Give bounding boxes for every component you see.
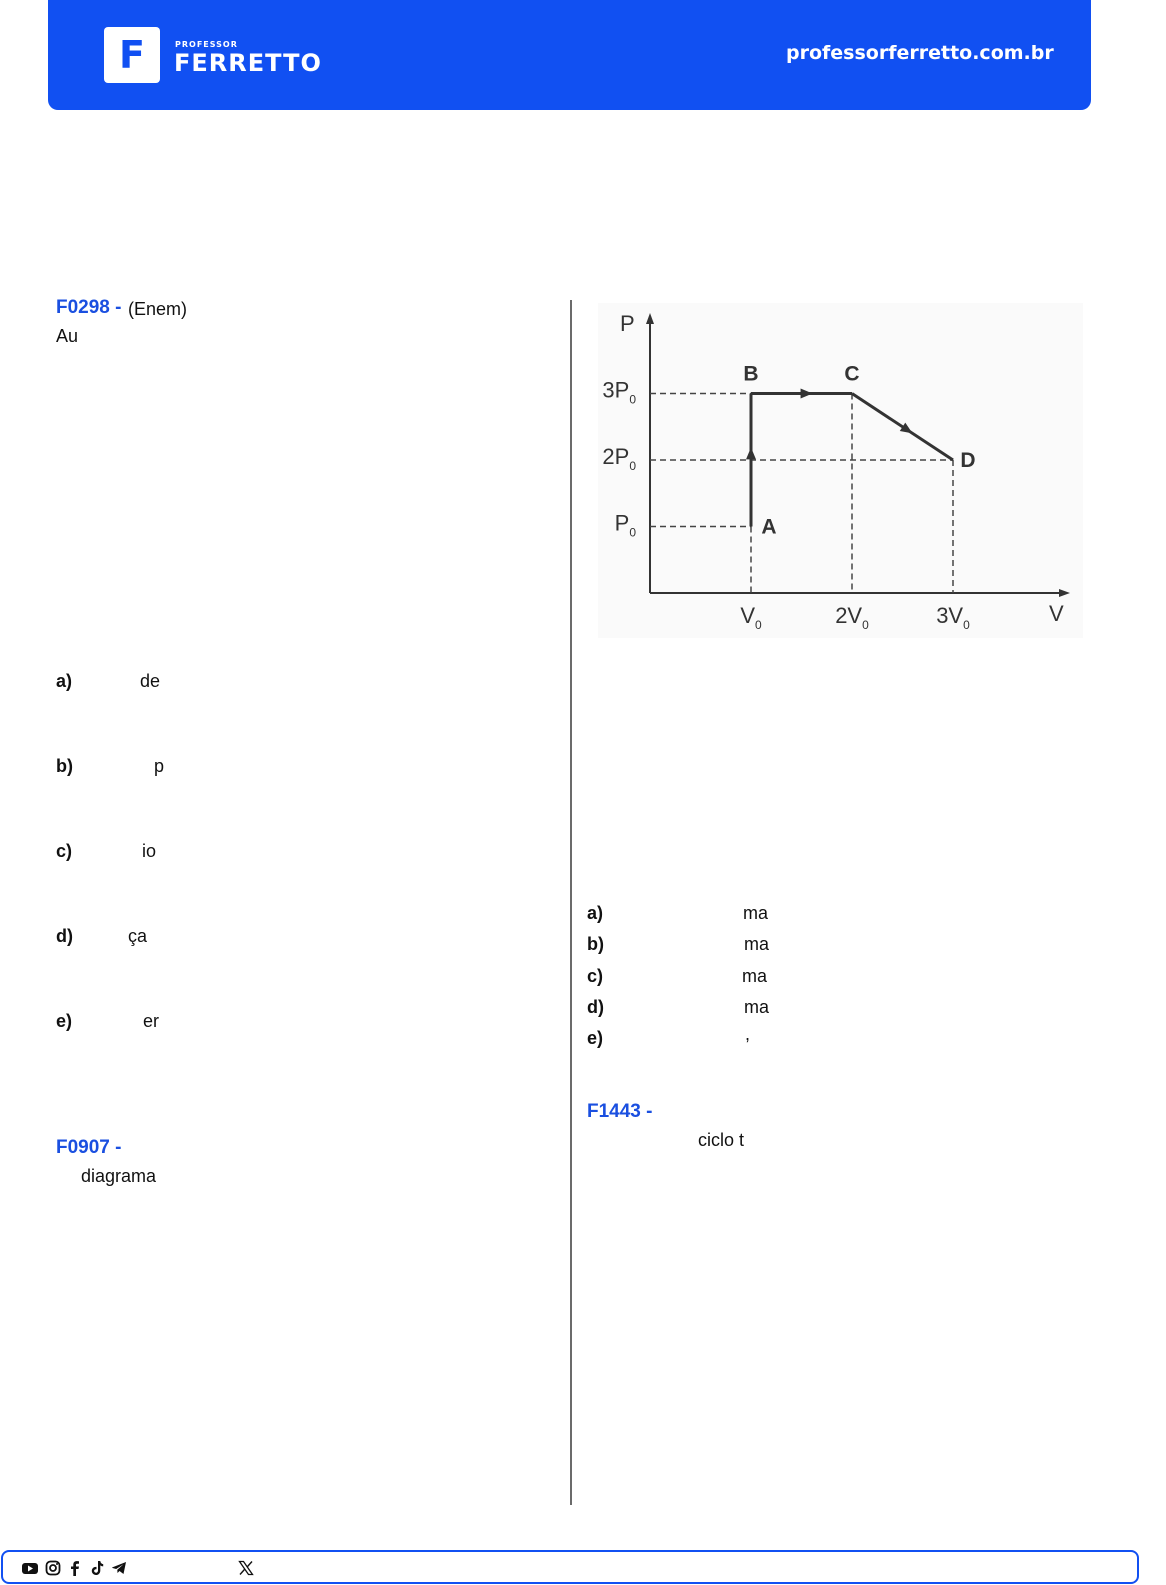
x-tick-label: $V_0$ (740, 603, 762, 632)
y-axis-label: P (620, 311, 635, 336)
question-text: ciclo t (698, 1130, 745, 1150)
question-text: diagrama (81, 1166, 157, 1186)
option-a-text: de (140, 671, 161, 691)
option-b-label[interactable]: b) (587, 934, 604, 954)
x-axis-arrow (1059, 589, 1070, 597)
site-link[interactable]: professorferretto.com.br (786, 42, 1054, 64)
option-b-text: ma (744, 934, 770, 954)
youtube-icon[interactable] (22, 1560, 38, 1576)
option-a-text: ma (743, 903, 769, 923)
tiktok-icon[interactable] (89, 1560, 105, 1576)
option-c-text: ma (742, 966, 768, 986)
option-d-label[interactable]: d) (56, 926, 73, 946)
option-e-label[interactable]: e) (56, 1011, 73, 1031)
question-code: F0298 - (56, 297, 122, 318)
facebook-icon[interactable] (67, 1560, 83, 1576)
pv-diagram-svg (598, 303, 1083, 638)
question-code: F1443 - (587, 1101, 653, 1122)
y-tick-label: $3P_0$ (602, 377, 636, 407)
footer-bar (1, 1550, 1139, 1584)
question-code: F0907 - (56, 1137, 122, 1158)
option-c-label[interactable]: c) (56, 841, 73, 861)
instagram-icon[interactable] (45, 1560, 61, 1576)
option-c-text: io (142, 841, 157, 861)
point-label: A (761, 515, 777, 539)
y-tick-label: $P_0$ (614, 510, 636, 540)
x-axis-label: V (1049, 601, 1064, 626)
option-c-label[interactable]: c) (587, 966, 604, 986)
question-text: Au (56, 326, 79, 346)
logo-letter: F (119, 33, 145, 77)
option-e-text: , (745, 1024, 751, 1044)
process-segment (852, 394, 953, 461)
option-d-label[interactable]: d) (587, 997, 604, 1017)
direction-arrow (746, 447, 756, 459)
logo-subtitle: PROFESSOR (175, 40, 238, 49)
x-tick-label: $2V_0$ (835, 603, 869, 632)
option-d-text: ma (744, 997, 770, 1017)
question-source: (Enem) (128, 299, 188, 319)
header-banner (48, 0, 1091, 110)
option-b-label[interactable]: b) (56, 756, 73, 776)
option-b-text: p (154, 756, 165, 776)
pv-diagram (598, 303, 1083, 638)
telegram-icon[interactable] (111, 1560, 127, 1576)
point-label: C (844, 362, 860, 386)
column-divider (570, 300, 572, 1505)
direction-arrow (801, 389, 813, 399)
y-axis-arrow (646, 313, 654, 324)
option-e-label[interactable]: e) (587, 1028, 604, 1048)
logo-title: FERRETTO (174, 49, 322, 77)
point-label: D (960, 449, 976, 472)
x-icon[interactable] (238, 1560, 254, 1576)
point-label: B (743, 362, 759, 386)
option-a-label[interactable]: a) (587, 903, 604, 923)
option-d-text: ça (128, 926, 148, 946)
logo-mark (104, 27, 160, 83)
y-tick-label: $2P_0$ (602, 444, 636, 473)
x-tick-label: $3V_0$ (936, 603, 970, 632)
option-e-text: er (143, 1011, 160, 1031)
option-a-label[interactable]: a) (56, 671, 73, 691)
